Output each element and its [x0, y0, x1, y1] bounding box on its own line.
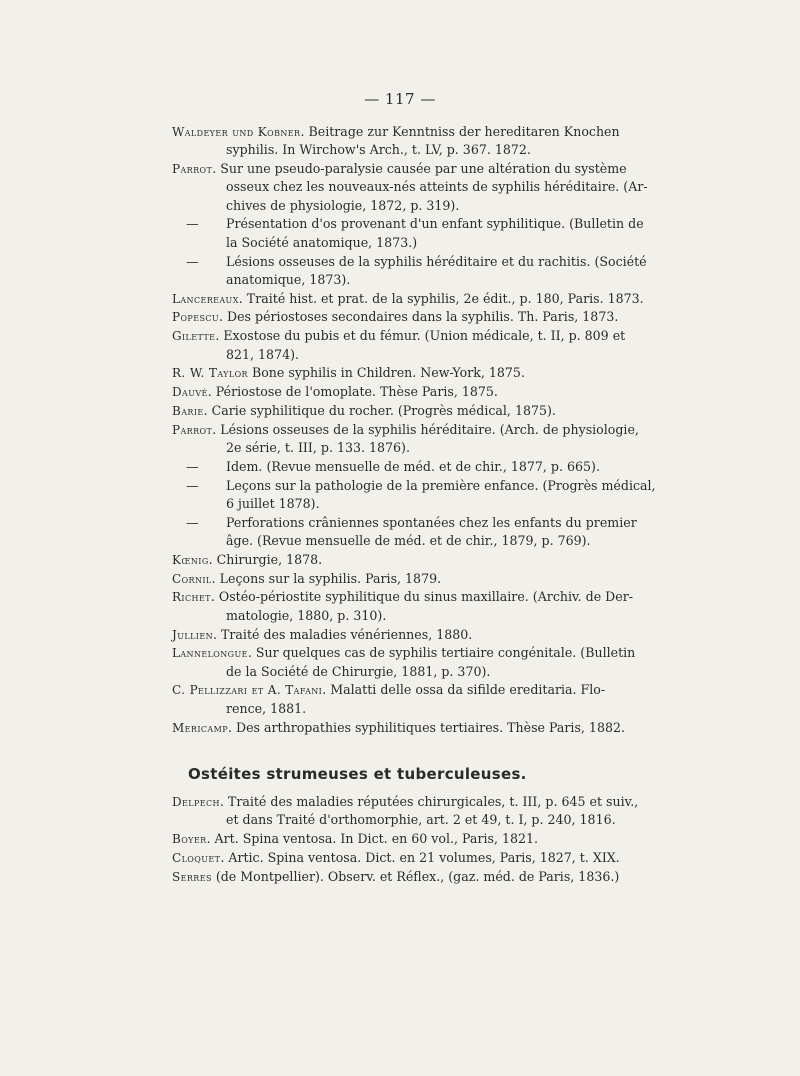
reference-entry [172, 253, 647, 290]
reference-text: . Exostose du pubis et du fémur. (Union médicale, t. II, p. 809 et [215, 328, 626, 344]
reference-text: . Ostéo-périostite syphilitique du sinus maxillaire. (Archiv. de Der- [210, 589, 633, 605]
reference-first-line [172, 402, 614, 420]
reference-author: Boyer [172, 832, 207, 847]
reference-entry [172, 160, 648, 215]
reference-first-line [172, 719, 625, 737]
reference-continuation-line: 6 juillet 1878). [226, 495, 320, 511]
reference-text: Idem. (Revue mensuelle de méd. et de chir., 1877, p. 665). [226, 458, 600, 474]
reference-continuation-line: syphilis. In Wirchow's Arch., t. LV, p. 367. 1872. [226, 142, 531, 158]
reference-first-line [172, 160, 627, 178]
reference-text: . Malatti delle ossa da sifilde ereditaria. Flo- [322, 682, 606, 698]
reference-text: . Traité des maladies vénériennes, 1880. [212, 626, 473, 642]
reference-first-line [172, 681, 614, 699]
reference-text: . Traité hist. et prat. de la syphilis, 2e édit., p. 180, Paris. 1873. [238, 290, 644, 306]
reference-entry [172, 383, 614, 401]
reference-entry [172, 290, 644, 308]
reference-author: Delpech [172, 795, 220, 810]
reference-entry [172, 588, 633, 625]
reference-entry [172, 551, 614, 569]
reference-entry [172, 849, 620, 867]
reference-first-line [172, 551, 614, 569]
ditto-dash: — [186, 477, 199, 493]
reference-text: . Périostose de l'omoplate. Thèse Paris, 1875. [207, 384, 498, 400]
reference-author: Waldeyer und Kobner [172, 125, 301, 139]
reference-entry [172, 215, 644, 252]
reference-continuation-line: matologie, 1880, p. 310). [226, 607, 387, 623]
reference-first-line [172, 290, 644, 308]
reference-text: . Des arthropathies syphilitiques tertiaires. Thèse Paris, 1882. [227, 719, 625, 735]
reference-text: . Sur une pseudo-paralysie causée par une altération du système [212, 161, 627, 177]
reference-text: . Artic. Spina ventosa. Dict. en 21 volumes, Paris, 1827, t. XIX. [220, 849, 620, 865]
reference-author: Popescu [172, 310, 219, 325]
reference-author: Dauvé [172, 385, 208, 400]
reference-author: Gilette [172, 329, 216, 344]
reference-first-line [172, 253, 647, 271]
reference-author: R. W. Taylor [172, 366, 248, 381]
reference-text: . Chirurgie, 1878. [208, 551, 323, 567]
reference-text: . Beitrage zur Kenntniss der hereditaren Knochen [300, 124, 620, 139]
reference-entry [172, 421, 639, 458]
reference-entry [172, 327, 626, 364]
reference-entry [172, 868, 620, 886]
reference-entry [172, 458, 614, 476]
reference-text: Bone syphilis in Children. New-York, 1875. [247, 365, 525, 381]
reference-author: Kœnig [172, 552, 209, 567]
reference-continuation-line: rence, 1881. [226, 700, 307, 716]
reference-entry [172, 477, 656, 514]
reference-entry [172, 719, 625, 737]
reference-first-line [172, 570, 614, 588]
reference-continuation-line: la Société anatomique, 1873.) [226, 234, 418, 250]
section-heading: Ostéites strumeuses et tuberculeuses. [188, 764, 527, 783]
reference-text: Présentation d'os provenant d'un enfant syphilitique. (Bulletin de [226, 216, 644, 232]
reference-first-line [172, 644, 636, 662]
reference-first-line [172, 588, 633, 606]
reference-author: Cornil [172, 571, 212, 586]
reference-author: Lancereaux [172, 291, 239, 306]
reference-first-line [172, 327, 626, 345]
reference-continuation-line: et dans Traité d'orthomorphie, art. 2 et 49, t. I, p. 240, 1816. [226, 812, 616, 828]
reference-first-line [172, 215, 644, 233]
page-number: — 117 — [364, 90, 436, 108]
reference-continuation-line: chives de physiologie, 1872, p. 319). [226, 197, 460, 213]
reference-continuation-line: âge. (Revue mensuelle de méd. et de chir., 1879, p. 769). [226, 533, 591, 549]
reference-first-line [172, 793, 639, 811]
reference-entry [172, 364, 614, 382]
reference-list-syphilis [172, 123, 656, 737]
reference-list-strumeuses [172, 793, 639, 886]
reference-text: Perforations crâniennes spontanées chez les enfants du premier [226, 514, 637, 530]
reference-author: Mericamp [172, 720, 228, 735]
reference-continuation-line: de la Société de Chirurgie, 1881, p. 370). [226, 663, 491, 679]
reference-text: . Carie syphilitique du rocher. (Progrès médical, 1875). [203, 402, 556, 418]
reference-first-line [172, 421, 639, 439]
reference-first-line [172, 458, 614, 476]
reference-text: (de Montpellier). Observ. et Réflex., (gaz. méd. de Paris, 1836.) [211, 868, 620, 884]
reference-entry [172, 644, 636, 681]
reference-first-line [172, 477, 656, 495]
reference-continuation-line: anatomique, 1873). [226, 271, 351, 287]
reference-first-line [172, 830, 614, 848]
reference-first-line [172, 383, 614, 401]
reference-author: Cloquet [172, 850, 221, 865]
reference-author: Jullien [172, 627, 213, 642]
reference-entry [172, 793, 639, 830]
reference-author: Parrot [172, 162, 213, 177]
reference-entry [172, 514, 637, 551]
reference-first-line [172, 849, 620, 867]
reference-text: Lésions osseuses de la syphilis héréditaire et du rachitis. (Société [226, 253, 647, 269]
reference-text: . Traité des maladies réputées chirurgicales, t. III, p. 645 et suiv., [219, 794, 639, 810]
reference-entry [172, 123, 620, 160]
reference-first-line [172, 626, 614, 644]
reference-author: Barie [172, 403, 204, 418]
reference-first-line [172, 123, 620, 141]
reference-first-line [172, 868, 620, 886]
bibliography [172, 123, 656, 887]
reference-author: Parrot [172, 422, 213, 437]
ditto-dash: — [186, 216, 199, 232]
reference-author: C. Pellizzari et A. Tafani [172, 683, 323, 698]
reference-text: . Lésions osseuses de la syphilis héréditaire. (Arch. de physiologie, [212, 421, 639, 437]
reference-text: . Art. Spina ventosa. In Dict. en 60 vol., Paris, 1821. [206, 831, 539, 847]
reference-author: Serres [172, 869, 212, 884]
reference-entry [172, 681, 614, 718]
reference-first-line [172, 308, 619, 326]
reference-entry [172, 570, 614, 588]
reference-continuation-line: osseux chez les nouveaux-nés atteints de syphilis héréditaire. (Ar- [226, 179, 648, 195]
reference-continuation-line: 821, 1874). [226, 346, 300, 362]
reference-text: . Sur quelques cas de syphilis tertiaire congénitale. (Bulletin [247, 645, 636, 661]
reference-first-line [172, 364, 614, 382]
reference-author: Richet [172, 590, 211, 605]
ditto-dash: — [186, 458, 199, 474]
reference-entry [172, 308, 619, 326]
reference-first-line [172, 514, 637, 532]
reference-text: Leçons sur la pathologie de la première enfance. (Progrès médical, [226, 477, 656, 493]
reference-entry [172, 402, 614, 420]
reference-text: . Des périostoses secondaires dans la syphilis. Th. Paris, 1873. [219, 309, 619, 325]
ditto-dash: — [186, 514, 199, 530]
reference-entry [172, 830, 614, 848]
reference-text: . Leçons sur la syphilis. Paris, 1879. [211, 570, 442, 586]
reference-author: Lannelongue [172, 646, 248, 661]
reference-continuation-line: 2e série, t. III, p. 133. 1876). [226, 440, 410, 456]
reference-entry [172, 626, 614, 644]
ditto-dash: — [186, 253, 199, 269]
